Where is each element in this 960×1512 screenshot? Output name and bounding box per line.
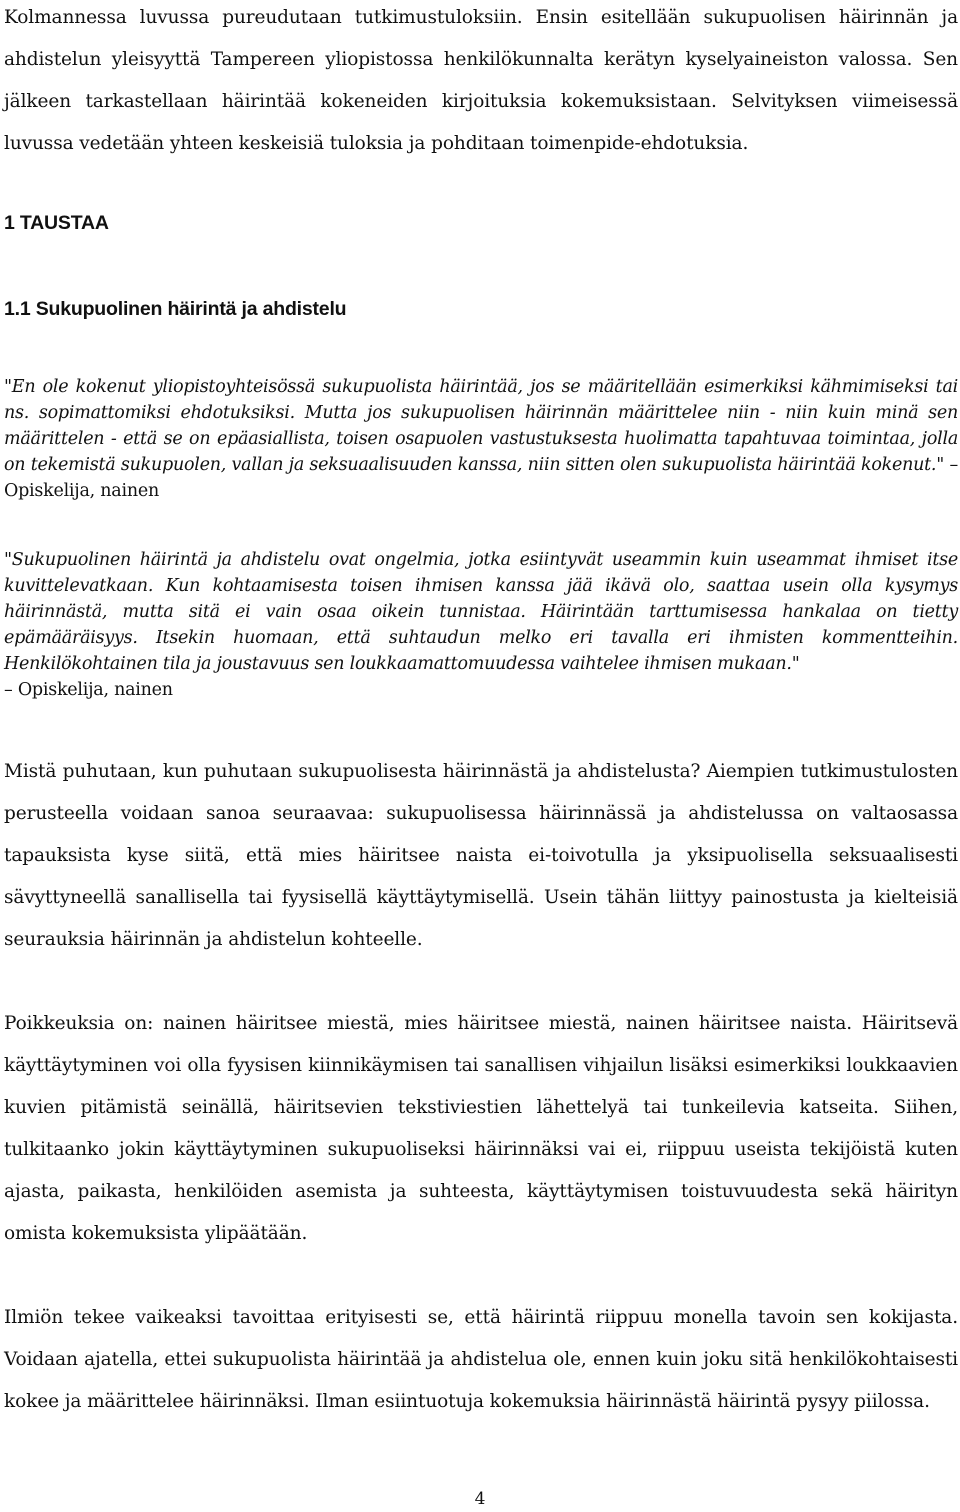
quote-text: "Sukupuolinen häirintä ja ahdistelu ovat ongelmia, jotka esiintyvät useammin kuin useammat ihmiset itse kuvittelevatkaan. Kun kohtaamisesta toisen ihmisen kanssa jää ikävä olo, saattaa usein olla kysymys häirinnästä, mutta sitä ei vain osaa oikein tunnistaa. Häirintään tarttumisessa hankalaa on tietty epämääräisyys. Itsekin huomaan, että suhtaudun melko eri tavalla eri ihmisten kommentteihin. Henkilökohtainen tila ja joustavuus sen loukkaamattomuudessa vaihtelee ihmisen mukaan." — [4, 550, 958, 674]
page-number: 4 — [474, 1489, 486, 1509]
quote-text: "En ole kokenut yliopistoyhteisössä sukupuolista häirintää, jos se määritellään esimerkiksi kähmimiseksi tai ns. sopimattomiksi ehdotuksiksi. Mutta jos sukupuolisen häirinnän määrittelee niin - niin kuin minä sen määrittelen - että se on epäasiallista, toisen osapuolen vastustuksesta huolimatta tapahtuvaa toimintaa, jolla on tekemistä sukupuolen, vallan ja seksuaalisuuden kanssa, niin sitten olen sukupuolista häirintää kokenut." — [4, 377, 958, 475]
section-heading: 1 TAUSTAA — [4, 212, 109, 234]
quote-attribution: – Opiskelija, nainen — [4, 455, 958, 501]
body-paragraph: Poikkeuksia on: nainen häiritsee miestä, mies häiritsee miestä, nainen häiritsee naista. Häiritsevä käyttäytyminen voi olla fyysisen kiinnikäymisen tai sanallisen vihjailun lisäksi esimerkiksi loukkaavien kuvien pitämistä seinällä, häiritsevien tekstiviestien lähettelyä tai tunkeilevia katseita. Siihen, tulkitaanko jokin käyttäytyminen sukupuoliseksi häirinnäksi vai ei, riippuu useista tekijöistä kuten ajasta, paikasta, henkilöiden asemista ja suhteesta, käyttäytymisen toistuvuudesta sekä häirityn omista kokemuksista ylipäätään. — [4, 1013, 958, 1244]
body-paragraph: Ilmiön tekee vaikeaksi tavoittaa erityisesti se, että häirintä riippuu monella tavoin sen kokijasta. Voidaan ajatella, ettei sukupuolista häirintää ja ahdistelua ole, ennen kuin joku sitä henkilökohtaisesti kokee ja määrittelee häirinnäksi. Ilman esiintuotuja kokemuksia häirinnästä häirintä pysyy piilossa. — [4, 1307, 958, 1412]
quote-block — [4, 547, 958, 703]
body-paragraph: Mistä puhutaan, kun puhutaan sukupuolisesta häirinnästä ja ahdistelusta? Aiempien tutkimustulosten perusteella voidaan sanoa seuraavaa: sukupuolisessa häirinnässä ja ahdistelussa on valtaosassa tapauksista kyse siitä, että mies häiritsee naista ei-toivotulla ja yksipuolisella seksuaalisesti sävyttyneellä sanallisella tai fyysisellä käyttäytymisellä. Usein tähän liittyy painostusta ja kielteisiä seurauksia häirinnän ja ahdistelun kohteelle. — [4, 761, 958, 950]
subsection-heading: 1.1 Sukupuolinen häirintä ja ahdistelu — [4, 298, 347, 320]
intro-paragraph: Kolmannessa luvussa pureudutaan tutkimustuloksiin. Ensin esitellään sukupuolisen häirinnän ja ahdistelun yleisyyttä Tampereen yliopistossa henkilökunnalta kerätyn kyselyaineiston valossa. Sen jälkeen tarkastellaan häirintää kokeneiden kirjoituksia kokemuksistaan. Selvityksen viimeisessä luvussa vedetään yhteen keskeisiä tuloksia ja pohditaan toimenpide-ehdotuksia. — [4, 7, 958, 154]
quote-attribution: – Opiskelija, nainen — [4, 680, 173, 700]
quote-block — [4, 374, 958, 504]
